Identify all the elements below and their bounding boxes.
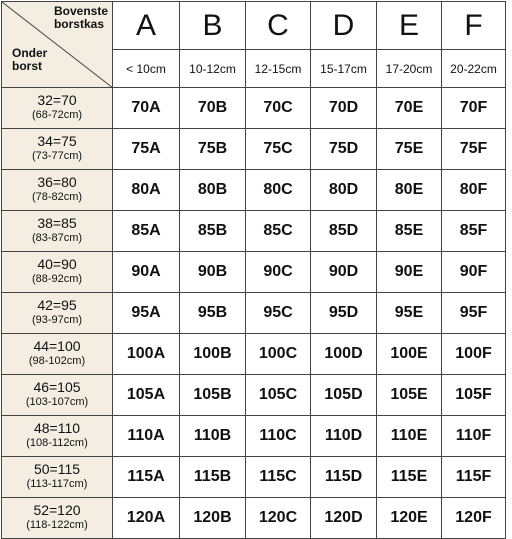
band-size-cell [2,416,113,457]
cup-range: < 10cm [113,50,180,88]
band-cm-range: (113-117cm) [26,478,88,490]
bra-size-cell: 75B [180,129,246,170]
bra-size-cell: 70D [311,88,377,129]
band-size: 36=80 [37,174,77,190]
bra-size-cell: 115E [377,457,442,498]
band-size-cell [2,334,113,375]
bra-size-cell: 120D [311,498,377,539]
band-size: 34=75 [37,133,77,149]
bra-size-cell: 90E [377,252,442,293]
bra-size-cell: 75F [442,129,506,170]
bra-size-cell: 80A [113,170,180,211]
band-size-cell [2,170,113,211]
bra-size-cell: 70F [442,88,506,129]
cup-letter: D [311,2,377,50]
band-size-cell [2,129,113,170]
table-row [2,211,506,252]
band-size-cell [2,211,113,252]
bra-size-cell: 90A [113,252,180,293]
bra-size-cell: 70B [180,88,246,129]
bra-size-cell: 75D [311,129,377,170]
table-row [2,129,506,170]
bra-size-cell: 90B [180,252,246,293]
bra-size-cell: 75C [246,129,311,170]
band-cm-range: (98-102cm) [28,355,86,367]
bra-size-cell: 115A [113,457,180,498]
bra-size-cell: 120E [377,498,442,539]
bra-size-cell: 120A [113,498,180,539]
band-size-cell [2,293,113,334]
bra-size-cell: 110E [377,416,442,457]
table-row [2,88,506,129]
cup-letter: A [113,2,180,50]
bra-size-cell: 100F [442,334,506,375]
bra-size-cell: 85F [442,211,506,252]
bra-size-cell: 85C [246,211,311,252]
bra-size-cell: 95A [113,293,180,334]
bra-size-cell: 115B [180,457,246,498]
bra-size-cell: 75E [377,129,442,170]
corner-cell [2,2,113,88]
bra-size-cell: 95D [311,293,377,334]
bra-size-cell: 70A [113,88,180,129]
under-bust-label: Onder borst [12,46,48,73]
bra-size-cell: 85D [311,211,377,252]
band-cm-range: (78-82cm) [31,191,83,203]
cup-letter: E [377,2,442,50]
bra-size-cell: 95C [246,293,311,334]
bra-size-cell: 80D [311,170,377,211]
table-row [2,416,506,457]
band-cm-range: (68-72cm) [31,109,83,121]
upper-bust-label: Bovenste borstkas [53,4,108,31]
bra-size-cell: 95E [377,293,442,334]
band-size: 32=70 [37,92,77,108]
bra-size-cell: 70C [246,88,311,129]
band-size-cell [2,498,113,539]
band-cm-range: (118-122cm) [26,519,88,531]
bra-size-cell: 110F [442,416,506,457]
table-row [2,252,506,293]
table-row [2,170,506,211]
band-size: 44=100 [33,338,81,354]
band-size-cell [2,88,113,129]
bra-size-cell: 120F [442,498,506,539]
cup-range: 12-15cm [246,50,311,88]
cup-range: 17-20cm [377,50,442,88]
band-size: 40=90 [37,256,77,272]
bra-size-cell: 105C [246,375,311,416]
band-cm-range: (103-107cm) [25,396,89,408]
bra-size-cell: 115C [246,457,311,498]
bra-size-cell: 110B [180,416,246,457]
bra-size-cell: 110C [246,416,311,457]
bra-size-cell: 90C [246,252,311,293]
bra-size-cell: 105F [442,375,506,416]
band-size: 52=120 [33,502,81,518]
bra-size-cell: 85A [113,211,180,252]
cup-range: 15-17cm [311,50,377,88]
bra-size-cell: 115D [311,457,377,498]
band-cm-range: (88-92cm) [31,273,83,285]
bra-size-cell: 120C [246,498,311,539]
band-size: 42=95 [37,297,77,313]
bra-size-cell: 100D [311,334,377,375]
bra-size-cell: 75A [113,129,180,170]
band-size: 50=115 [33,461,81,477]
band-cm-range: (73-77cm) [31,150,83,162]
cup-letter-row [2,2,506,50]
bra-size-cell: 110D [311,416,377,457]
bra-size-cell: 105B [180,375,246,416]
bra-size-cell: 95B [180,293,246,334]
bra-size-cell: 85E [377,211,442,252]
band-size: 48=110 [33,420,81,436]
bra-size-cell: 110A [113,416,180,457]
bra-size-cell: 120B [180,498,246,539]
bra-size-cell: 100E [377,334,442,375]
bra-size-cell: 105E [377,375,442,416]
bra-size-cell: 85B [180,211,246,252]
cup-letter: F [442,2,506,50]
bra-size-cell: 80E [377,170,442,211]
size-chart [1,1,506,539]
band-size-cell [2,252,113,293]
table-row [2,375,506,416]
bra-size-cell: 100C [246,334,311,375]
band-size-cell [2,375,113,416]
band-cm-range: (93-97cm) [31,314,83,326]
cup-letter: B [180,2,246,50]
band-size: 38=85 [37,215,77,231]
band-size: 46=105 [33,379,81,395]
bra-size-cell: 105A [113,375,180,416]
table-row [2,293,506,334]
bra-size-cell: 90F [442,252,506,293]
band-cm-range: (83-87cm) [31,232,83,244]
bra-size-cell: 80F [442,170,506,211]
bra-size-cell: 105D [311,375,377,416]
table-row [2,498,506,539]
bra-size-cell: 90D [311,252,377,293]
cup-letter: C [246,2,311,50]
bra-size-cell: 100B [180,334,246,375]
size-table [1,1,506,539]
bra-size-cell: 95F [442,293,506,334]
bra-size-cell: 70E [377,88,442,129]
band-size-cell [2,457,113,498]
band-cm-range: (108-112cm) [26,437,88,449]
cup-range: 10-12cm [180,50,246,88]
size-rows [2,88,506,539]
table-row [2,334,506,375]
bra-size-cell: 80C [246,170,311,211]
bra-size-cell: 100A [113,334,180,375]
bra-size-cell: 115F [442,457,506,498]
bra-size-cell: 80B [180,170,246,211]
cup-range: 20-22cm [442,50,506,88]
table-row [2,457,506,498]
